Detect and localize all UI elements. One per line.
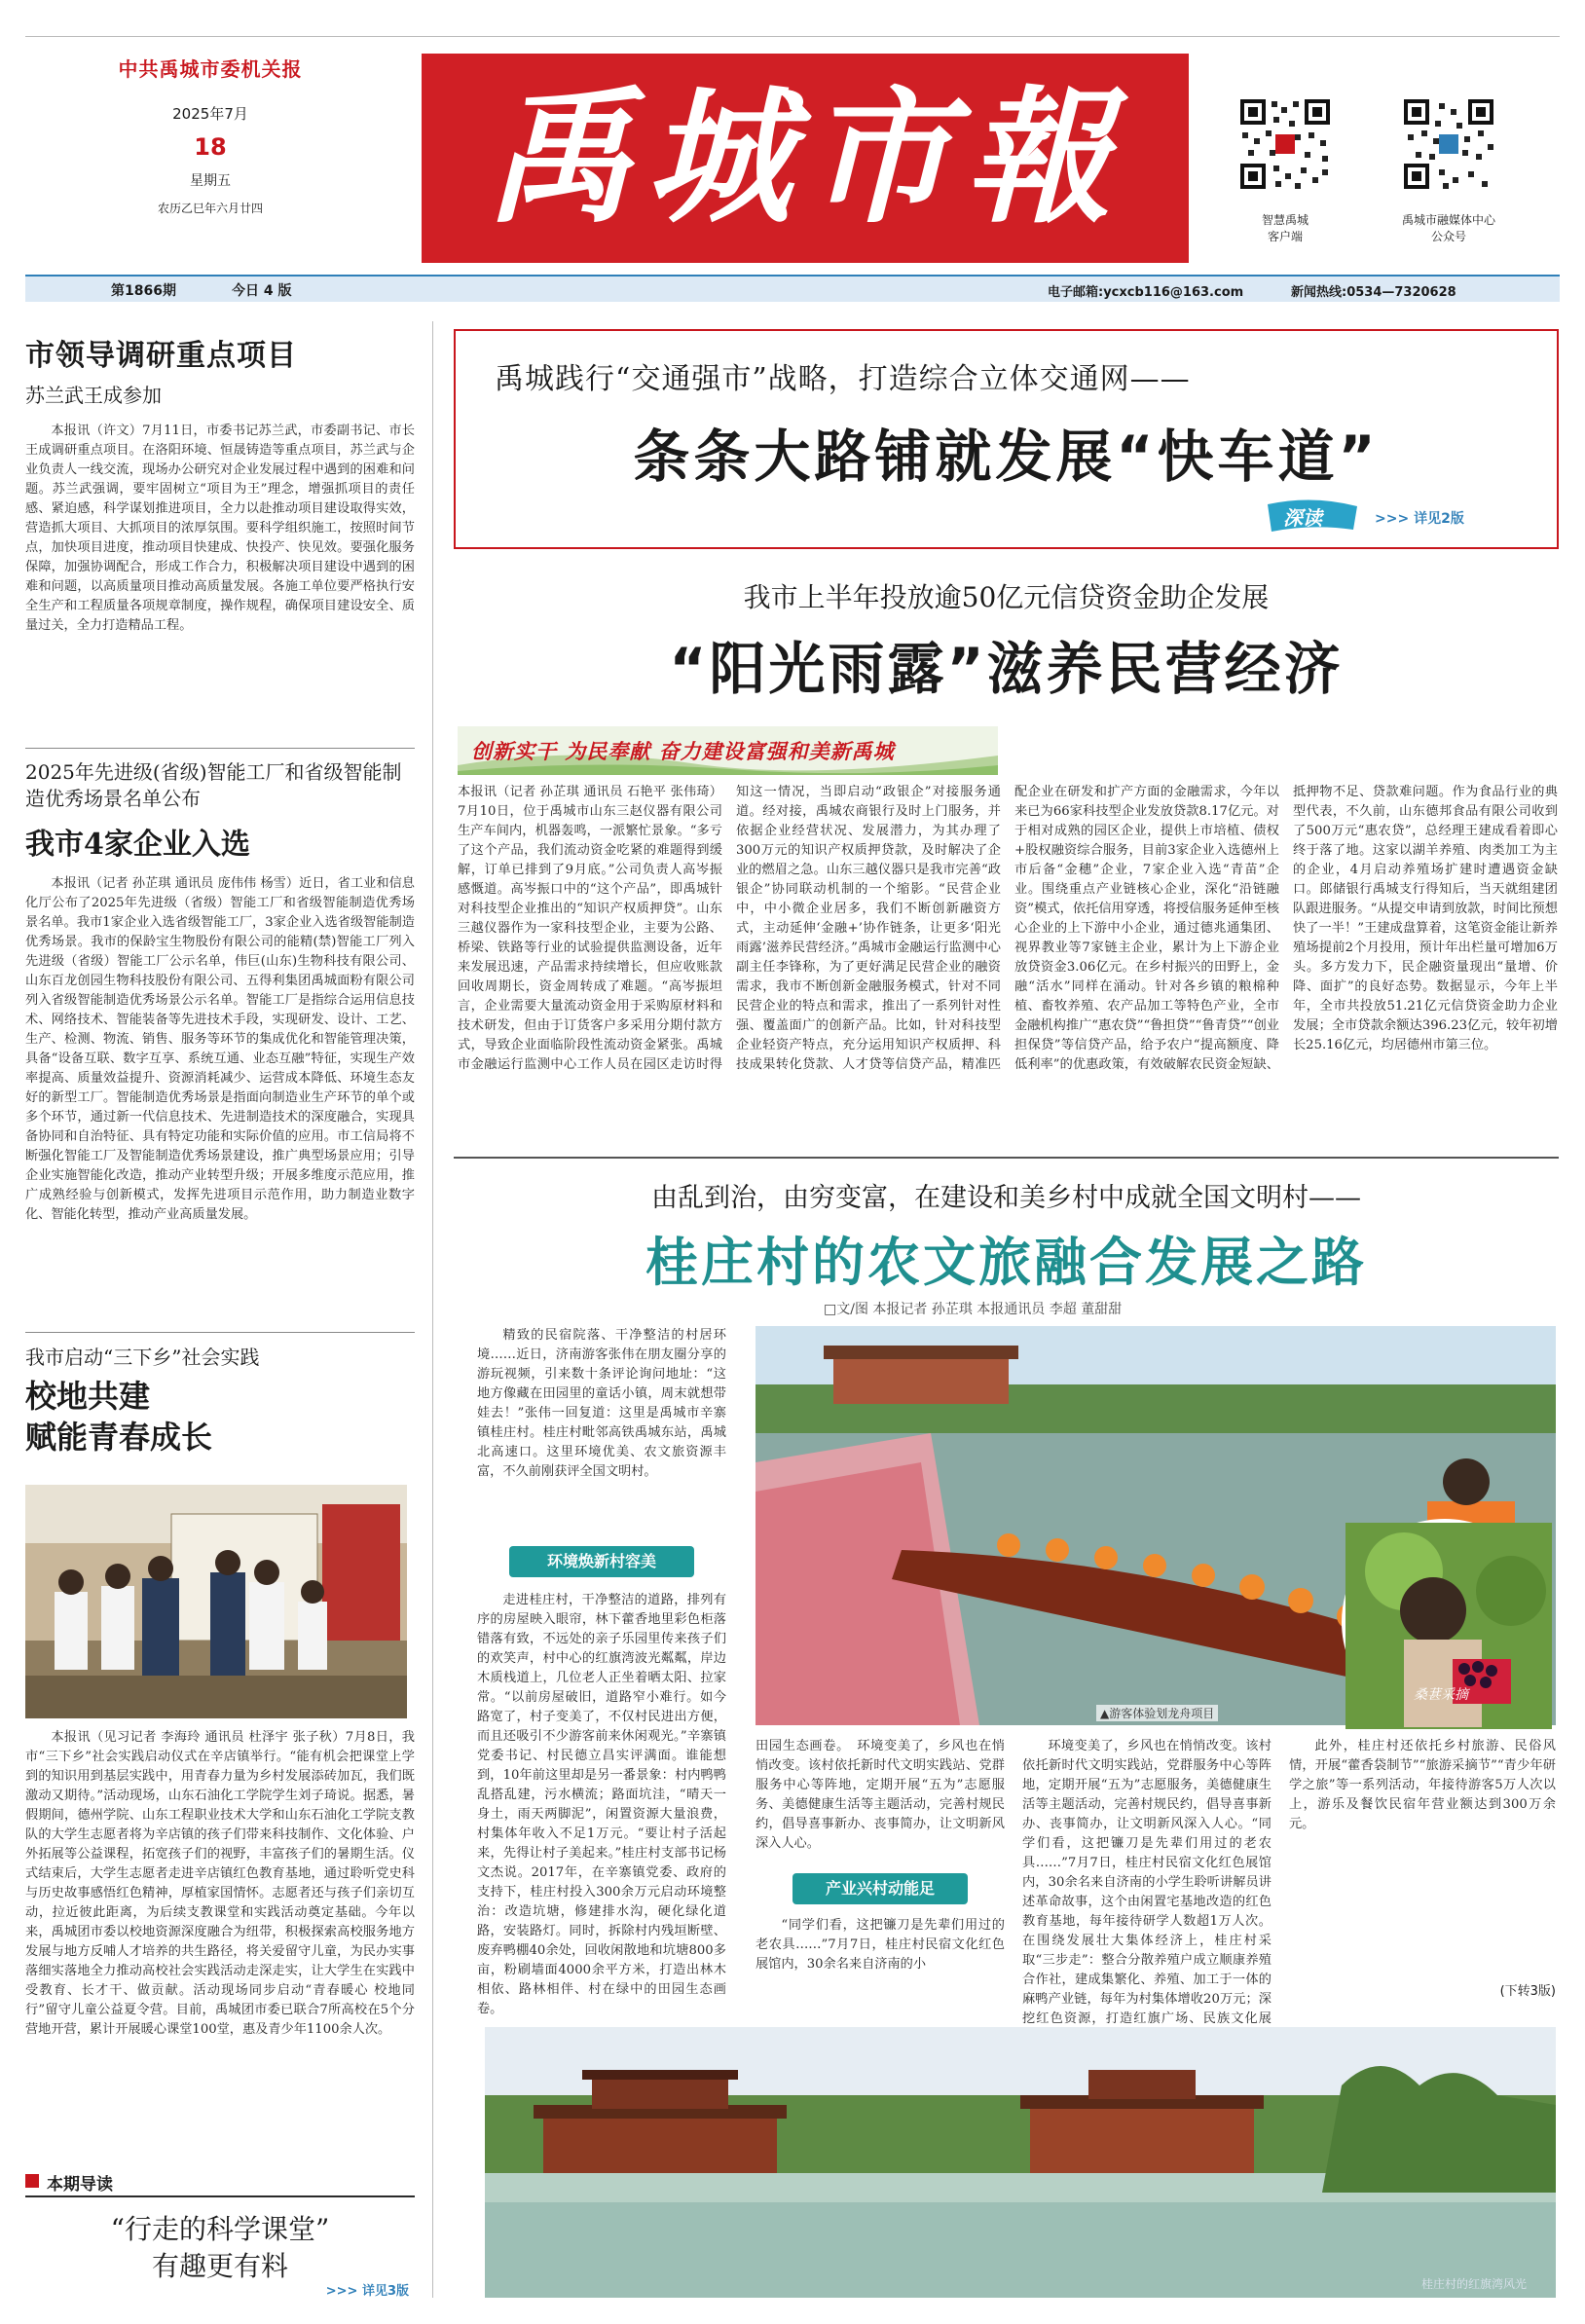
photo-caption: ▲游客体验划龙舟项目 <box>1096 1705 1218 1721</box>
guide-link[interactable]: >>> 详见3版 <box>325 2284 409 2299</box>
story-factories-body: 本报讯（记者 孙芷琪 通讯员 庞伟伟 杨雪）近日，省工业和信息化厅公布了2025年先进级（省级）智能工厂和省级智能制造优秀场景名单。我市1家企业入选省级智能工厂，3家企业入选省级智能制造优秀场景。我市的保龄宝生物股份有限公司的能精(禁)智能工厂列入先进级（省级）智能工厂公示名单，伟巨(山东)生物科技有限公司、山东百龙创园生物科技股份有限公司、五得利集团禹城面粉有限公司列入省级智能制造优秀场景公示名单。智能工厂是指综合运用信息技术、网络技术、智能装备等先进技术手段，实现研发、设计、工艺、生产、检测、物流、销售、服务等环节的集成优化和智能管理决策，具备“设备互联、数字互享、系统互通、业态互融”特征，实现生产效率提高、质量效益提升、资源消耗减少、运营成本降低、环境生态友好的新型工厂。智能制造优秀场景是指面向制造业生产环节的单个或多个环节，通过新一代信息技术、先进制造技术的深度融合，实现具备协同和自治特征、具有特定功能和实际价值的应用。市工信局将不断强化智能工厂及智能制造优秀场景建设，推广典型场景应用；引导企业实施智能化改造，推动产业转型升级；开展多维度示范应用，推广成熟经验与创新模式，发挥先进项目示范作用，助力制造业数字化、智能化转型，推动产业高质量发展。 <box>25 876 415 1222</box>
issue-number: 第1866期 <box>111 283 176 299</box>
date-day: 18 <box>194 133 227 161</box>
top-rule <box>25 36 1560 37</box>
story-leaders-subtitle: 苏兰武王成参加 <box>25 384 162 407</box>
photo-inset-mulberry <box>1342 1519 1548 1725</box>
pages-today: 今日 4 版 <box>232 283 292 299</box>
qr-app-label: 智慧禹城 客户端 <box>1261 213 1309 243</box>
feature-sec1-header: 环境焕新村容美 <box>509 1546 694 1577</box>
feature-col4-body: 此外，桂庄村还依托乡村旅游、民俗风情，开展“藿香袋制节”“旅游采摘节”“青少年研学之旅”等一系列活动，年接待游客5万人次以上，游乐及餐饮民宿年营业额达到300万余元。 <box>1289 1739 1556 1831</box>
masthead-title-box <box>422 54 1189 263</box>
guide-marker-icon <box>25 2174 39 2188</box>
story-leaders <box>25 331 415 704</box>
qr-code-wechat[interactable] <box>1400 95 1497 193</box>
feature-sec2-header: 产业兴村动能足 <box>792 1873 968 1904</box>
qr-code-app[interactable] <box>1236 95 1334 193</box>
feature-col2-body: “同学们看，这把镰刀是先辈们用过的老农具……”7月7日，桂庄村民宿文化红色展馆内，30余名来自济南的小 <box>756 1918 1005 1972</box>
credit-kicker: 我市上半年投放逾50亿元信贷资金助企发展 <box>743 581 1270 613</box>
lead-badge: 深读 <box>1264 497 1361 535</box>
lead-arrow-icon: >>> <box>1375 511 1415 527</box>
photo-watermark: 桂庄村的红旗湾风光 <box>1420 2277 1527 2291</box>
date-ym: 2025年7月 <box>172 105 248 123</box>
rule-feature <box>454 1157 1559 1159</box>
lunar-date: 农历乙巳年六月廿四 <box>157 202 263 215</box>
story-sanxiaxiang <box>25 1342 415 1457</box>
lead-title: 条条大路铺就发展“快车道” <box>633 424 1380 490</box>
feature-kicker: 由乱到治，由穷变富，在建设和美乡村中成就全国文明村—— <box>651 1183 1361 1213</box>
feature-col4 <box>1289 1737 1556 1999</box>
guide-header: 本期导读 <box>47 2175 113 2195</box>
story-factories <box>25 759 415 1283</box>
masthead-title: 禹城市報 <box>485 72 1124 243</box>
feature-col2-top: 田园生态画卷。 环境变美了，乡风也在悄悄改变。该村依托新时代文明实践站、党群服务中心等阵地，定期开展“五为”志愿服务、美德健康生活等主题活动，完善村规民约，倡导喜事新办、丧事简办，让文明新风深入人心。 <box>756 1739 1005 1851</box>
feature-sec1-body: 走进桂庄村，干净整洁的道路，排列有序的房屋映入眼帘，林下藿香地里彩色柜落错落有致，不远处的亲子乐园里传来孩子们的欢笑声，村中心的红旗湾波光粼粼，岸边木质栈道上，几位老人正坐着晒太阳、拉家常。“以前房屋破旧，道路窄小难行。如今路宽了，村子变美了，不仅村民进出方便，而且还吸引不少游客前来休闲观光。”辛寨镇党委书记、村民德立昌实评满面。谁能想到，10年前这里却是另一番景象：村内鸭鸭乱搭乱建，污水横流；路面坑洼，“晴天一身土，雨天两脚泥”，闲置资源大量浪费，村集体年收入不足1万元。“要让村子活起来，先得让村子美起来。”桂庄村支部书记杨文杰说。2017年，在辛寨镇党委、政府的支持下，桂庄村投入300余万元启动环境整治：改造坑塘，修建排水沟，硬化绿化道路，安装路灯。同时，拆除村内残垣断壁、废弃鸭棚40余处，回收闲散地和坑塘800多亩，粉刷墙面4000余平方米，打造出林木相依、路林相伴、村在绿中的田园生态画卷。 <box>477 1593 726 2016</box>
feature-col1 <box>477 1326 726 2117</box>
feature-continued[interactable]: (下转3版) <box>1499 1984 1556 1999</box>
story-sanxiaxiang-body-wrap <box>25 1728 415 2137</box>
credit-banner-text: 创新实干 为民奉献 奋力建设富强和美新禹城 <box>471 739 895 763</box>
weekday: 星期五 <box>190 173 231 189</box>
issue-bar <box>25 275 1560 302</box>
masthead-left <box>25 54 415 216</box>
lead-story-box[interactable] <box>454 329 1559 549</box>
feature-col3-body: 环境变美了，乡风也在悄悄改变。该村依托新时代文明实践站，党群服务中心等阵地，定期开展“五为”志愿服务，美德健康生活等主题活动，完善村规民约，倡导喜事新办、丧事简办，让文明新风深入人心。“同学们看，这把镰刀是先辈们用过的老农具……”7月7日，桂庄村民宿文化红色展馆内，30余名来自济南的小学生聆听讲解员讲述革命故事，这个由闲置宅基地改造的红色教育基地，每年接待研学人数超1万人次。在围绕发展壮大集体经济上，桂庄村采取“三步走”：整合分散养殖户成立顺康养殖合作社，建成集繁化、养殖、加工于一体的麻鸭产业链，每年为村集体增收20万元；深挖红色资源，打造红旗广场、民族文化展 <box>1022 1739 1272 2026</box>
email[interactable]: 电子邮箱:ycxcb116@163.com <box>1048 285 1244 300</box>
feature-intro: 精致的民宿院落、干净整洁的村居环境……近日，济南游客张伟在朋友圈分享的游玩视频，引来数十条评论询问地址：“这地方像藏在田园里的童话小镇，周末就想带娃去！”张伟一回复道：这里是禹城市辛寨镇桂庄村。桂庄村毗邻高铁禹城东站，禹城北高速口。这里环境优美、农文旅资源丰富，不久前刚获评全国文明村。 <box>477 1328 726 1479</box>
credit-body: 本报讯（记者 孙芷琪 通讯员 石艳平 张伟琦）7月10日，位于禹城市山东三赵仪器有限公司生产车间内，机器轰鸣，一派繁忙景象。“多亏了这个产品，我们流动资金吃紧的难题得到缓解，订单已排到了9月底。”公司负责人高岑振感慨道。高岑振口中的“这个产品”，即禹城针对科技型企业推出的“知识产权质押贷”。山东三越仪器作为一家科技型企业，主要为公路、桥梁、铁路等行业的试验提供监测设备，近年来发展迅速，产品需求持续增长，但应收账款回收周期长，资金周转成了难题。“高岑振坦言，企业需要大量流动资金用于采购原材料和技术研发，但由于订货客户多采用分期付款方式，导致企业面临阶段性流动资金紧张。禹城市金融运行监测中心工作人员在园区走访时得知这一情况，当即启动“政银企”对接服务通道。经对接，禹城农商银行及时上门服务，并依据企业经营状况、发展潜力，为其办理了300万元的知识产权质押贷款，及时解决了企业的燃眉之急。山东三越仪器只是我市完善“政银企”协同联动机制的一个缩影。“民营企业中，中小微企业居多，我们不断创新融资方式，主动延伸‘金融+’协作链条，让更多‘阳光雨露’滋养民营经济。”禹城市金融运行监测中心副主任李锋称，为了更好满足民营企业的融资需求，我市不断创新金融服务模式，针对不同民营企业的特点和需求，推出了一系列针对性强、覆盖面广的创新产品。比如，针对科技型企业轻资产特点，充分运用知识产权质押、科技成果转化贷款、人才贷等信贷产品，精准匹配企业在研发和扩产方面的金融需求，今年以来已为66家科技型企业发放贷款8.17亿元。对于相对成熟的园区企业，提供上市培植、债权+股权融资综合服务，目前3家企业入选德州上市后备“金穗”企业，7家企业入选“青苗”企业。围绕重点产业链核心企业，深化“沿链融资”模式，依托信用穿透，将授信服务延伸至核心企业的上下游中小企业，通过德兆通集团、视界教业等7家链主企业，累计为上下游企业放贷资金3.06亿元。在乡村振兴的田野上，金融“活水”同样在涌动。针对各乡镇的粮棉种植、畜牧养殖、农产品加工等特色产业，全市金融机构推广“惠农贷”“鲁担贷”“鲁青贷”“创业担保贷”等信贷产品，给予农户“提高额度、降低利率”的优惠政策，有效破解农民资金短缺、抵押物不足、贷款难问题。作为食品行业的典型代表，不久前，山东德邦食品有限公司收到了500万元“惠农贷”，总经理王建成看着即心终于落了地。这家以湖羊养殖、肉类加工为主的企业，4月启动养殖场扩建时遭遇资金缺口。郎储银行禹城支行得知后，当天就组建团队跟进服务。“从提交申请到放款，时间比预想快了一半！”王建成盘算着，这笔资金能让新养殖场提前2个月投用，预计年出栏量可增加6万头。多方发力下，民企融资量现出“量增、价降、面扩”的良好态势。数据显示，今年上半年，全市共投放51.21亿元信贷资金助力企业发展；全市贷款余额达396.23亿元，较年初增长25.16亿元，均居德州市第三位。 <box>458 785 1558 1072</box>
guide-arrow-icon: >>> <box>325 2284 362 2299</box>
lead-kicker: 禹城践行“交通强市”战略，打造综合立体交通网—— <box>495 362 1191 396</box>
feature-col2 <box>756 1737 1005 2023</box>
credit-banner <box>458 726 998 775</box>
inset-caption: 桑葚采摘 <box>1414 1687 1468 1703</box>
party-org: 中共禹城市委机关报 <box>118 57 303 81</box>
left-column-divider <box>432 321 433 2298</box>
story-leaders-title: 市领导调研重点项目 <box>25 339 297 373</box>
story-leaders-body: 本报讯（许文）7月11日，市委书记苏兰武，市委副书记、市长王成调研重点项目。在洛阳环境、恒晟铸造等重点项目，苏兰武与企业负责人一线交流，现场办公研究对企业发展过程中遇到的困难和问题。苏兰武强调，要牢固树立“项目为王”理念，增强抓项目的责任感、紧迫感，科学谋划推进项目，全力以赴推动项目建设取得实效，营造抓大项目、大抓项目的浓厚氛围。要科学组织施工，按照时间节点，加快项目进度，推动项目快建成、快投产、快见效。要强化服务保障，加强协调配合，形成工作合力，积极解决项目建设中遇到的困难和问题，以高质量项目推动高质量发展。各施工单位要严格执行安全生产和工程质量各项规章制度，操作规程，确保项目建设安全、质量过关，全力打造精品工程。 <box>25 424 415 633</box>
feature-title: 桂庄村的农文旅融合发展之路 <box>645 1231 1367 1293</box>
story-factories-title: 2025年先进级(省级)智能工厂和省级智能制造优秀场景名单公布 <box>25 760 402 810</box>
feature-col3 <box>1022 1737 1272 2029</box>
photo-village-pavilion <box>485 2027 1556 2298</box>
feature-byline: □文/图 本报记者 孙芷琪 本报通讯员 李超 董甜甜 <box>824 1302 1123 1317</box>
story-sanxiaxiang-body: 本报讯（见习记者 李海玲 通讯员 杜泽宇 张子秋）7月8日，我市“三下乡”社会实践启动仪式在辛店镇举行。“能有机会把课堂上学到的知识用到基层实践中，用青春力量为乡村发展添砖加瓦，我们既激动又期待。”活动现场，山东石油化工学院学生刘子琦说。据悉，暑假期间，德州学院、山东工程职业技术大学和山东石油化工学院支教队的大学生志愿者将为辛店镇的孩子们带来科技制作、文化体验、户外拓展等公益课程，拓宽孩子们的视野，丰富孩子们的暑期生活。仪式结束后，大学生志愿者走进辛店镇红色教育基地，通过聆听党史科与历史故事感悟红色精神，厚植家国情怀。志愿者还与孩子们亲切互动，拉近彼此距离，为后续支教课堂和实践活动奠定基础。今年以来，禹城团市委以校地资源深度融合为纽带，积极探索高校服务地方发展与地方反哺人才培养的共生路径，将关爱留守儿童，为民办实事落细实落地全力推动高校社会实践活动走深走实，让大学生在实践中受教育、长才干、做贡献。活动现场同步启动“青春暖心 校地同行”留守儿童公益夏令营。目前，禹城团市委已联合7所高校在5个分营地开营，累计开展暖心课堂100堂，惠及青少年1100余人次。 <box>25 1730 415 2037</box>
story-sanxiaxiang-title: 校地共建 赋能青春成长 <box>25 1378 213 1456</box>
lead-link[interactable]: >>> 详见2版 <box>1375 511 1464 527</box>
rule-left-1 <box>25 748 415 749</box>
guide-title: “行走的科学课堂” 有趣更有料 <box>110 2213 330 2282</box>
credit-title: “阳光雨露”滋养民营经济 <box>669 636 1344 702</box>
story-factories-subtitle: 我市4家企业入选 <box>25 828 250 862</box>
hotline: 新闻热线:0534—7320628 <box>1291 285 1456 300</box>
credit-body-wrap <box>458 783 1558 1143</box>
story-sanxiaxiang-kicker: 我市启动“三下乡”社会实践 <box>25 1346 260 1369</box>
guide-box[interactable] <box>25 2166 415 2303</box>
photo-students <box>25 1485 407 1718</box>
qr-wechat-label: 禹城市融媒体中心 公众号 <box>1401 213 1495 243</box>
rule-left-2 <box>25 1332 415 1333</box>
